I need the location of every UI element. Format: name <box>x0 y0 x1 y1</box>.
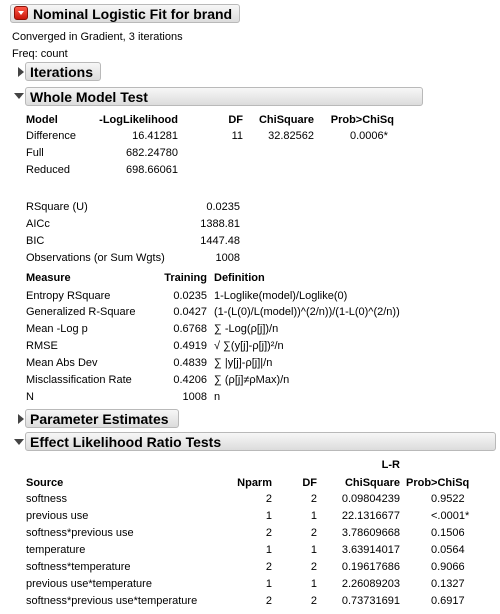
measure-name: RMSE <box>26 340 58 352</box>
col-header-df: DF <box>302 477 317 489</box>
iterations-title: Iterations <box>30 64 94 80</box>
col-header-definition: Definition <box>214 272 265 284</box>
row-df: 2 <box>310 527 317 539</box>
freq-text: Freq: count <box>12 48 68 60</box>
whole-model-header[interactable] <box>25 87 423 106</box>
measure-training: 0.0427 <box>173 306 207 318</box>
row-source: previous use*temperature <box>26 578 152 590</box>
row-chisq: 32.82562 <box>268 130 314 142</box>
measure-name: Entropy RSquare <box>26 290 111 302</box>
row-prob: 0.9066 <box>431 561 465 573</box>
row-prob: 0.9522 <box>431 493 465 505</box>
col-header-df: DF <box>228 114 243 126</box>
measure-training: 0.4839 <box>173 357 207 369</box>
whole-model-title: Whole Model Test <box>30 89 148 105</box>
converged-text: Converged in Gradient, 3 iterations <box>12 31 183 43</box>
row-chisq: 3.78609668 <box>341 527 400 539</box>
disclosure-open-icon[interactable] <box>14 439 24 445</box>
col-header-source: Source <box>26 477 64 489</box>
row-df: 1 <box>310 510 317 522</box>
col-header-measure: Measure <box>26 272 71 284</box>
disclosure-open-icon[interactable] <box>14 93 24 99</box>
measure-definition: (1-(L(0)/L(model))^(2/n))/(1-L(0)^(2/n)) <box>214 306 400 318</box>
row-nparm: 2 <box>265 561 272 573</box>
row-chisq: 3.63914017 <box>341 544 400 556</box>
measure-definition: n <box>214 391 221 403</box>
stat-label: Observations (or Sum Wgts) <box>26 252 165 264</box>
stat-value: 1008 <box>215 252 240 264</box>
report-title: Nominal Logistic Fit for brand <box>33 6 233 22</box>
measure-name: Misclassification Rate <box>26 374 132 386</box>
row-loglik: 16.41281 <box>132 130 178 142</box>
measure-definition: ∑ (ρ[j]≠ρMax)/n <box>214 374 290 386</box>
col-header-model: Model <box>26 114 58 126</box>
row-model: Reduced <box>26 164 71 176</box>
row-chisq: 0.73731691 <box>341 595 400 607</box>
red-triangle-menu-icon[interactable] <box>14 6 28 20</box>
stat-label: AICc <box>26 218 50 230</box>
col-header-prob: Prob>ChiSq <box>330 114 394 126</box>
row-prob: 0.0564 <box>431 544 465 556</box>
measure-definition: √ ∑(y[j]-ρ[j])²/n <box>214 340 284 352</box>
row-df: 2 <box>310 595 317 607</box>
measure-name: N <box>26 391 34 403</box>
row-prob: 0.1327 <box>431 578 465 590</box>
row-prob: <.0001* <box>431 510 470 522</box>
row-model: Full <box>26 147 44 159</box>
measure-definition: 1-Loglike(model)/Loglike(0) <box>214 290 348 302</box>
row-prob: 0.0006* <box>350 130 388 142</box>
disclosure-closed-icon[interactable] <box>18 414 24 424</box>
parameter-estimates-header[interactable] <box>25 409 179 428</box>
measure-name: Mean -Log p <box>26 323 88 335</box>
row-nparm: 2 <box>265 493 272 505</box>
col-header-training: Training <box>164 272 207 284</box>
col-header-nparm: Nparm <box>237 477 272 489</box>
measure-training: 1008 <box>182 391 207 403</box>
col-header-loglik: -LogLikelihood <box>99 114 178 126</box>
row-df: 1 <box>310 578 317 590</box>
row-source: softness <box>26 493 67 505</box>
row-nparm: 1 <box>265 544 272 556</box>
stat-value: 0.0235 <box>206 201 240 213</box>
row-chisq: 22.1316677 <box>341 510 400 522</box>
measure-training: 0.4206 <box>173 374 207 386</box>
effect-lr-header[interactable] <box>25 432 496 451</box>
row-loglik: 682.24780 <box>126 147 178 159</box>
row-source: softness*previous use <box>26 527 134 539</box>
row-nparm: 2 <box>265 527 272 539</box>
row-nparm: 1 <box>265 510 272 522</box>
row-nparm: 2 <box>265 595 272 607</box>
row-df: 1 <box>310 544 317 556</box>
stat-value: 1447.48 <box>200 235 240 247</box>
col-header-chisq-top: L-R <box>381 459 400 471</box>
row-chisq: 2.26089203 <box>341 578 400 590</box>
measure-training: 0.0235 <box>173 290 207 302</box>
measure-training: 0.6768 <box>173 323 207 335</box>
col-header-prob: Prob>ChiSq <box>406 477 470 489</box>
row-nparm: 1 <box>265 578 272 590</box>
measure-name: Generalized R-Square <box>26 306 136 318</box>
row-chisq: 0.19617686 <box>341 561 400 573</box>
row-df: 11 <box>231 130 243 142</box>
row-source: softness*temperature <box>26 561 131 573</box>
row-chisq: 0.09804239 <box>341 493 400 505</box>
stat-label: BIC <box>26 235 45 247</box>
stat-label: RSquare (U) <box>26 201 88 213</box>
row-model: Difference <box>26 130 76 142</box>
col-header-chisq: ChiSquare <box>258 114 314 126</box>
row-source: softness*previous use*temperature <box>26 595 198 607</box>
measure-name: Mean Abs Dev <box>26 357 98 369</box>
report-header[interactable] <box>10 4 240 23</box>
measure-definition: ∑ |y[j]-ρ[j]|/n <box>214 357 273 369</box>
disclosure-closed-icon[interactable] <box>18 67 24 77</box>
measure-training: 0.4919 <box>173 340 207 352</box>
row-df: 2 <box>310 493 317 505</box>
measure-definition: ∑ -Log(ρ[j])/n <box>214 323 279 335</box>
effect-lr-title: Effect Likelihood Ratio Tests <box>30 434 222 450</box>
row-prob: 0.6917 <box>431 595 465 607</box>
row-df: 2 <box>310 561 317 573</box>
row-prob: 0.1506 <box>431 527 465 539</box>
row-source: temperature <box>26 544 86 556</box>
row-source: previous use <box>26 510 89 522</box>
row-loglik: 698.66061 <box>126 164 178 176</box>
col-header-chisq: ChiSquare <box>344 477 400 489</box>
iterations-header[interactable] <box>25 62 101 81</box>
parameter-estimates-title: Parameter Estimates <box>30 411 169 427</box>
stat-value: 1388.81 <box>200 218 240 230</box>
